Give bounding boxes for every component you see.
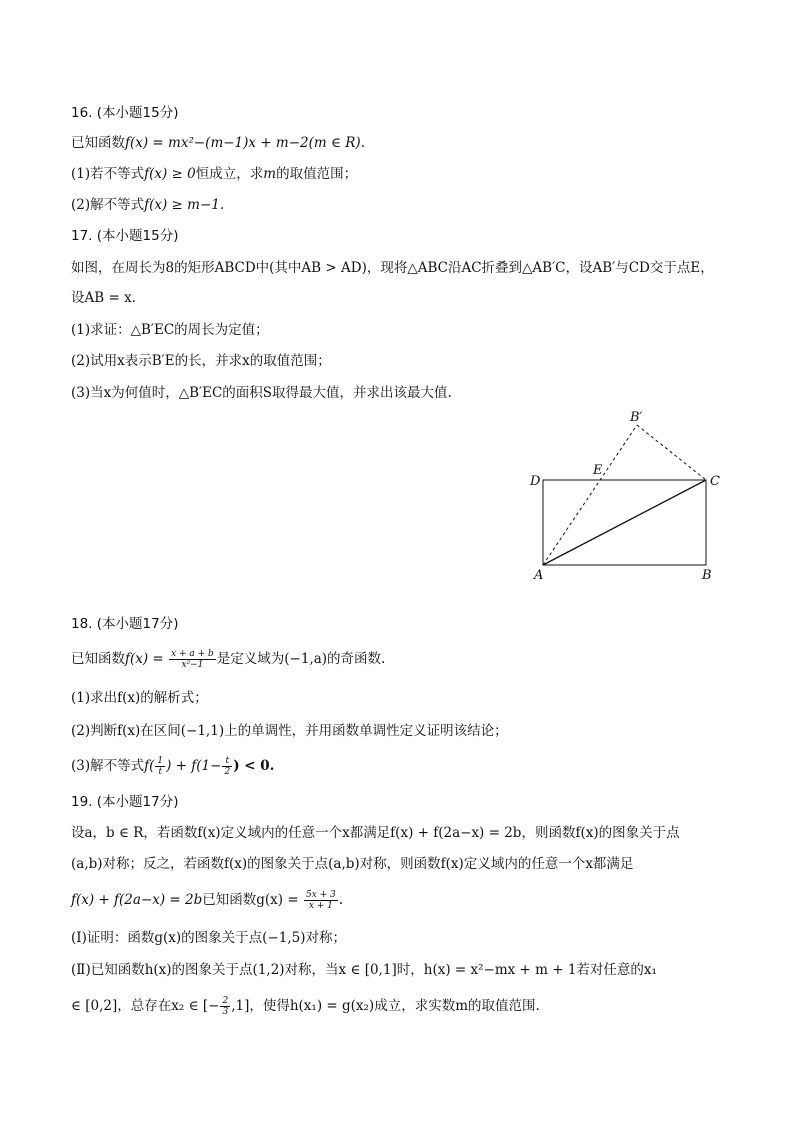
p19-stem-l3-post: . [338, 892, 344, 908]
p18-q3 [71, 756, 274, 777]
p16-stem-post: . [360, 135, 365, 151]
p18-q3-f1: f( [144, 758, 155, 774]
p19-q2-line2 [71, 996, 540, 1017]
p16-q2-post: . [219, 197, 225, 213]
p17-q2: (2)试用x表示B′E的长，并求x的取值范围； [71, 353, 331, 369]
p17-q1: (1)求证：△B′EC的周长为定值； [71, 322, 269, 338]
p18-stem [71, 649, 385, 670]
p18-q1: (1)求出f(x)的解析式； [71, 690, 208, 706]
p18-q3-frac2 [222, 756, 232, 777]
p16-stem [71, 133, 365, 153]
p19-q2-line1: (Ⅱ)已知函数h(x)的图象关于点(1,2)对称，当x ∈ [0,1]时，h(x) = x²−mx + m + 1若对任意的x₁ [71, 962, 657, 978]
label-a: A [534, 568, 544, 583]
p18-stem-f: f(x) = [125, 651, 164, 667]
p19-q2-frac-num: 2 [222, 996, 229, 1006]
p17-q3: (3)当x为何值时，△B′EC的面积S取得最大值，并求出该最大值. [71, 385, 452, 401]
p18-q3-frac1 [155, 756, 165, 777]
segment-b-prime-c [637, 425, 706, 480]
p18-q3-frac2-num: t [222, 756, 232, 767]
p19-q2-frac [220, 996, 230, 1017]
p16-stem-expr: f(x) = mx²−(m−1)x + m−2(m ∈ R) [125, 135, 361, 151]
p16-q1-mid: 恒成立，求 [195, 166, 264, 182]
p16-q2 [71, 195, 224, 215]
p17-stem-line2: 设AB = x. [71, 290, 136, 306]
p18-stem-post: 是定义域为(−1,a)的奇函数. [216, 651, 386, 667]
p19-q2-frac-den: 3 [222, 1007, 229, 1017]
p19-stem-line1: 设a，b ∈ R，若函数f(x)定义域内的任意一个x都满足f(x) + f(2a−x) = 2b，则函数f(x)的图象关于点 [71, 825, 680, 841]
p17-stem-line1: 如图，在周长为8的矩形ABCD中(其中AB > AD)，现将△ABC沿AC折叠到△AB′C，设AB′与CD交于点E， [71, 260, 714, 276]
p16-q1-post: 的取值范围； [276, 166, 358, 182]
p19-stem-line2: (a,b)对称；反之，若函数f(x)的图象关于点(a,b)对称，则函数f(x)定义域内的任意一个x都满足 [71, 856, 634, 872]
p16-q1-pre: (1)若不等式 [71, 166, 145, 182]
p18-q3-frac1-den: t [158, 767, 163, 777]
label-d: D [530, 474, 541, 489]
p18-q3-post: ) < 0. [233, 758, 275, 774]
diagonal-ac [543, 480, 706, 565]
p19-stem-line3 [71, 890, 343, 911]
p19-frac-num: 5x + 3 [305, 890, 336, 900]
p19-q1: (Ⅰ)证明：函数g(x)的图象关于点(−1,5)对称； [71, 930, 346, 946]
p18-q3-pre: (3)解不等式 [71, 758, 145, 774]
p19-q2-l2-post: ,1]，使得h(x₁) = g(x₂)成立，求实数m的取值范围. [231, 998, 540, 1014]
p18-heading: 18. (本小题17分) [71, 616, 179, 632]
segment-ab-prime [543, 425, 637, 565]
p19-stem-l3-pre: f(x) + f(2a−x) = 2b [71, 892, 203, 908]
p18-q3-frac1-num: 1 [157, 756, 164, 766]
p16-stem-pre: 已知函数 [71, 135, 125, 151]
p16-q1 [71, 164, 357, 184]
label-b: B [702, 568, 712, 583]
p16-q1-var: m [263, 166, 277, 182]
p18-frac-num: x + a + b [171, 649, 214, 659]
label-b-prime: B′ [630, 410, 643, 425]
p16-heading: 16. (本小题15分) [71, 105, 179, 121]
p19-q2-l2-pre: ∈ [0,2]，总存在x₂ ∈ [− [71, 998, 220, 1014]
p19-frac-den: x + 1 [308, 901, 333, 911]
p18-fraction [169, 649, 216, 670]
p16-q1-expr: f(x) ≥ 0 [144, 166, 196, 182]
p19-stem-l3-mid: 已知函数g(x) = [202, 892, 299, 908]
p18-q3-mid: ) + f(1− [166, 758, 222, 774]
p18-q2: (2)判断f(x)在区间(−1,1)上的单调性，并用函数单调性定义证明该结论； [71, 723, 508, 739]
p18-frac-den: x²−1 [181, 660, 204, 670]
label-e: E [593, 463, 603, 478]
p18-stem-pre: 已知函数 [71, 651, 125, 667]
p16-q2-expr: f(x) ≥ m−1 [144, 197, 220, 213]
p16-q2-pre: (2)解不等式 [71, 197, 145, 213]
p18-q3-frac2-den: 2 [224, 767, 231, 777]
rectangle-fold-figure [520, 405, 730, 590]
p19-fraction [304, 890, 338, 911]
p19-heading: 19. (本小题17分) [71, 794, 179, 810]
label-c: C [710, 474, 720, 489]
p17-heading: 17. (本小题15分) [71, 228, 179, 244]
